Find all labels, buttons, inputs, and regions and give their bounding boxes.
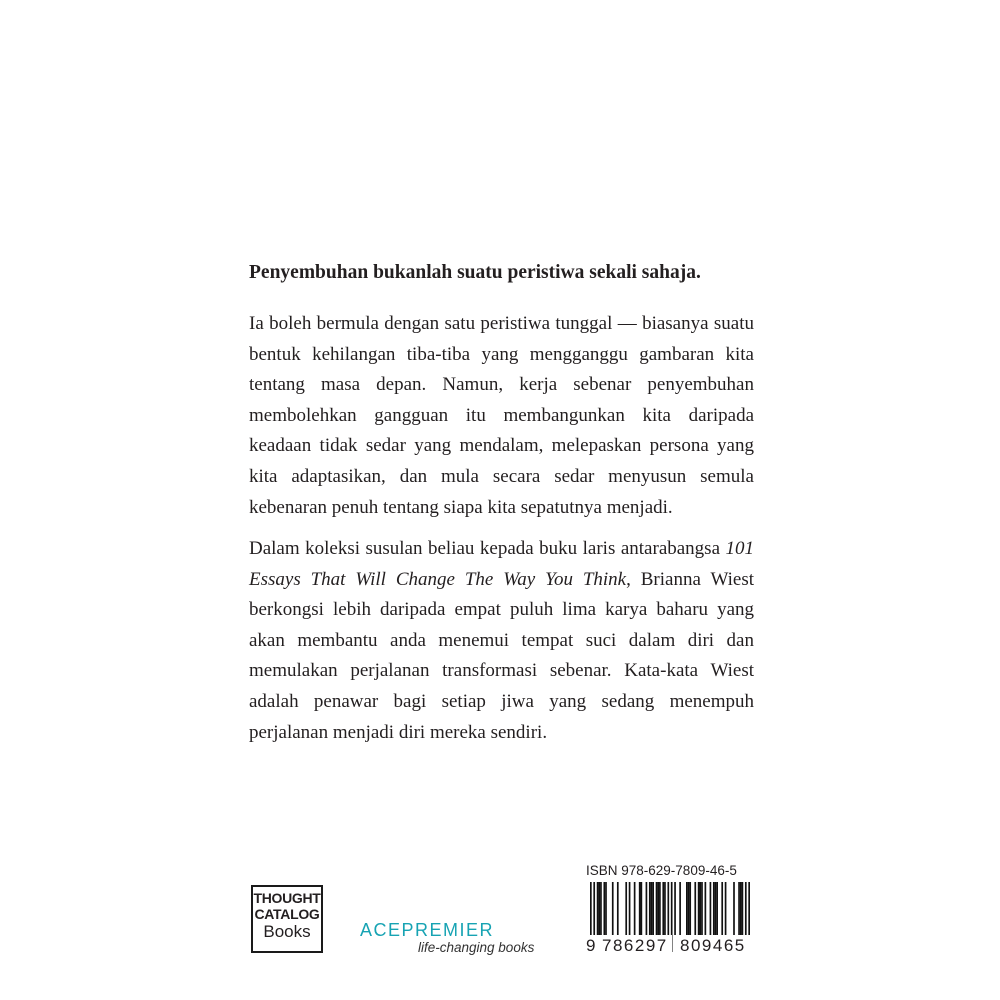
barcode-right-digits: 809465 bbox=[680, 935, 750, 957]
blurb-text-after-title: , Brianna Wiest berkongsi lebih daripada empat puluh lima karya baharu yang akan membantu anda menemui tempat suci dalam diri dan memulakan perjalanan transformasi sebenar. Kata-kata Wiest adalah penawar bagi setiap jiwa yang sedang menempuh perjalanan menjadi diri mereka sendiri. bbox=[249, 568, 755, 743]
barcode-bar bbox=[705, 882, 707, 935]
barcode-bar bbox=[625, 882, 627, 935]
barcode-bar bbox=[646, 882, 648, 935]
logo-line-books: Books bbox=[263, 922, 311, 941]
barcode-bar bbox=[612, 882, 614, 935]
barcode-bar bbox=[738, 882, 740, 935]
thought-catalog-books-logo bbox=[251, 885, 323, 953]
barcode-bar bbox=[674, 882, 676, 935]
barcode-bar bbox=[641, 882, 643, 935]
acepremier-logo bbox=[360, 920, 560, 956]
barcode-bar bbox=[629, 882, 631, 935]
acepremier-tagline: life-changing books bbox=[418, 940, 535, 955]
barcode-bar bbox=[688, 882, 690, 935]
barcode-bar bbox=[597, 882, 599, 935]
barcode-bar bbox=[600, 882, 602, 935]
barcode-bar bbox=[694, 882, 696, 935]
cover-headline: Penyembuhan bukanlah suatu peristiwa sekali sahaja. bbox=[249, 262, 701, 283]
barcode-bar bbox=[659, 882, 661, 935]
barcode-bar bbox=[603, 882, 605, 935]
barcode-bar bbox=[710, 882, 712, 935]
barcode-bar bbox=[689, 882, 691, 935]
barcode-bar bbox=[649, 882, 651, 935]
barcode-bar bbox=[662, 882, 664, 935]
barcode-bar bbox=[598, 882, 600, 935]
barcode-bar bbox=[742, 882, 744, 935]
barcode-bar bbox=[634, 882, 636, 935]
barcode-bar bbox=[605, 882, 607, 935]
barcode-bar bbox=[657, 882, 659, 935]
barcode-bar bbox=[651, 882, 653, 935]
barcode-bar bbox=[698, 882, 700, 935]
barcode-bar bbox=[699, 882, 701, 935]
blurb-paragraph-1: Ia boleh bermula dengan satu peristiwa tunggal — biasanya suatu bentuk kehilangan tiba-tiba yang mengganggu gambaran kita tentang masa depan. Namun, kerja sebenar penyembuhan membolehkan gangguan itu membangunkan kita daripada keadaan tidak sedar yang mendalam, melepaskan persona yang kita adaptasikan, dan mula secara sedar menyusun semula kebenaran penuh tentang siapa kita sepatutnya menjadi. bbox=[249, 313, 754, 518]
isbn-label: ISBN 978-629-7809-46-5 bbox=[586, 863, 737, 878]
book-title-reference: 101 Essays That Will Change The Way You Think bbox=[249, 538, 754, 590]
barcode-bar bbox=[652, 882, 654, 935]
barcode-bar bbox=[701, 882, 703, 935]
barcode-left-digits: 786297 bbox=[602, 935, 672, 957]
barcode-bar bbox=[715, 882, 717, 935]
barcode-bar bbox=[656, 882, 658, 935]
barcode-first-digit: 9 bbox=[586, 936, 597, 955]
barcode-bar bbox=[686, 882, 688, 935]
barcode-bar bbox=[664, 882, 666, 935]
acepremier-name: ACEPREMIER bbox=[360, 920, 495, 940]
blurb-text-before-title: Dalam koleksi susulan beliau kepada buku laris antarabangsa bbox=[249, 538, 726, 559]
blurb-paragraph-2 bbox=[249, 534, 754, 748]
barcode-bar bbox=[721, 882, 723, 935]
barcode-bar bbox=[713, 882, 715, 935]
barcode-bar bbox=[725, 882, 727, 935]
logo-line-thought: THOUGHT bbox=[253, 890, 321, 906]
barcode-bar bbox=[740, 882, 742, 935]
barcode-bar bbox=[733, 882, 735, 935]
barcode-bar bbox=[639, 882, 641, 935]
barcode-bar bbox=[679, 882, 681, 935]
barcode-bar bbox=[617, 882, 619, 935]
logo-line-catalog: CATALOG bbox=[254, 906, 320, 922]
barcode-bar bbox=[716, 882, 718, 935]
